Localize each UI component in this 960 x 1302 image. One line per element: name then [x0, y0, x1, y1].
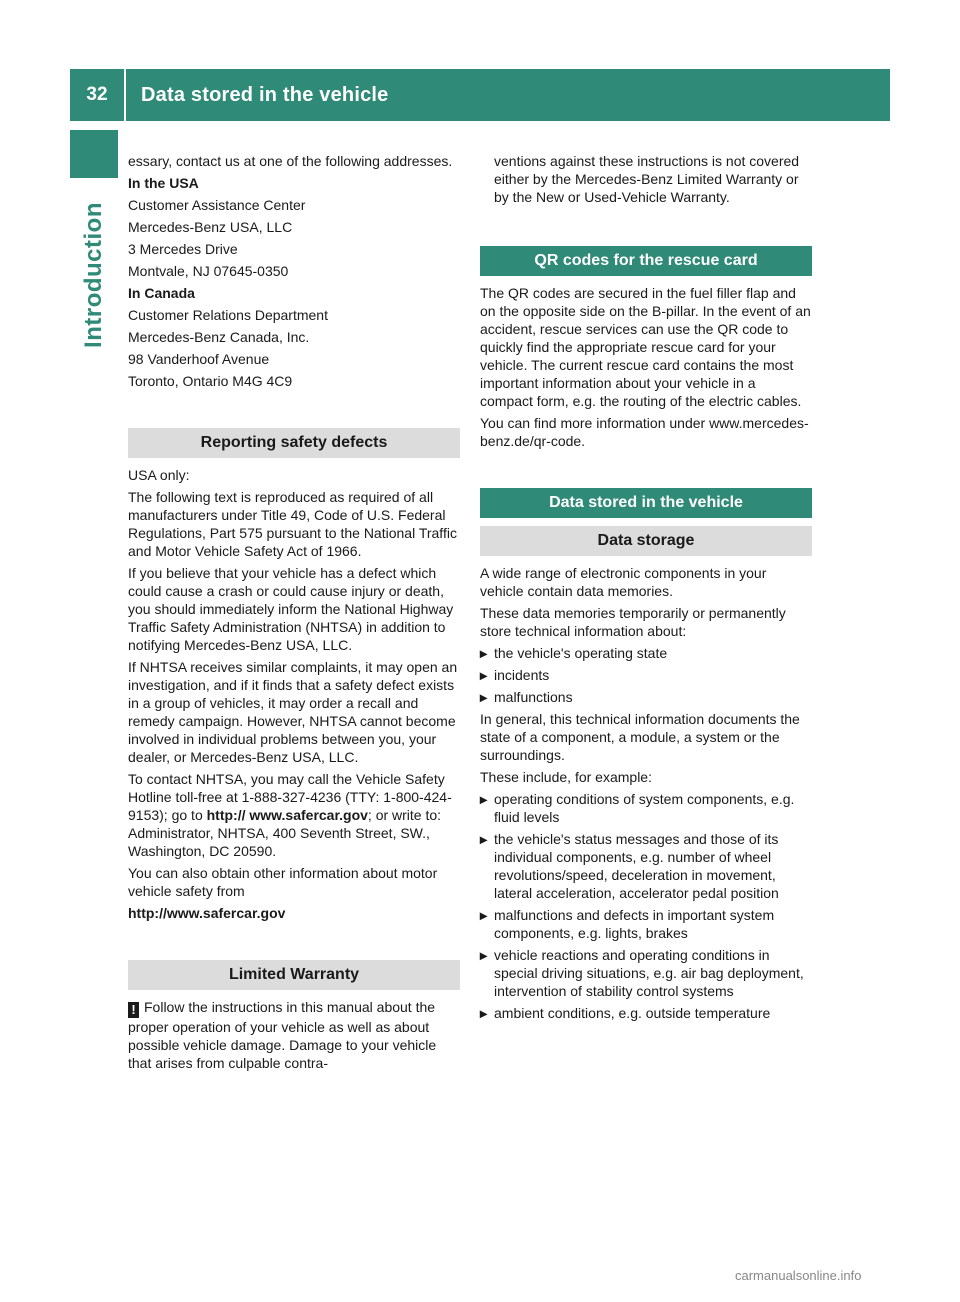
- warning-text: Follow the instructions in this manual about the proper operation of your vehicle as well as about possible vehicle damage. Damage to your vehicle that arises from culpable contra-: [128, 999, 437, 1071]
- paragraph: The QR codes are secured in the fuel filler flap and on the opposite side on the B-pillar. In the event of an accident, rescue services can use the QR code to quickly find the appropriate rescue card for your vehicle. The current rescue card contains the most important information about your vehicle in a compact form, e.g. the routing of the electric cables.: [480, 285, 811, 409]
- canada-label: In Canada: [128, 285, 195, 301]
- paragraph: [128, 770, 460, 860]
- paragraph: A wide range of electronic components in your vehicle contain data memories.: [480, 565, 767, 599]
- bullet-icon: ▸: [480, 831, 488, 847]
- address-line: Mercedes-Benz Canada, Inc.: [128, 329, 310, 345]
- list-item-text: the vehicle's status messages and those of its individual components, e.g. number of wheel revolutions/speed, deceleration in movement, lateral acceleration, accelerator pedal position: [494, 831, 779, 901]
- address-line: Customer Relations Department: [128, 307, 328, 323]
- qr-heading: QR codes for the rescue card: [480, 246, 812, 276]
- data-stored-heading: Data stored in the vehicle: [480, 488, 812, 518]
- bullet-icon: ▸: [480, 791, 488, 807]
- safercar-url-link[interactable]: http://www.safercar.gov: [128, 905, 286, 921]
- paragraph: USA only:: [128, 467, 190, 483]
- safercar-link[interactable]: http:// www.safercar.gov: [206, 807, 368, 823]
- list-item: [480, 790, 812, 826]
- text: To contact NHTSA, you may call the Vehicle Safety Hotline toll-free at 1-888-327-4236 (TTY: 1-800-424-9153); go to: [128, 771, 452, 823]
- address-line: 98 Vanderhoof Avenue: [128, 351, 270, 367]
- list-item: [480, 644, 812, 662]
- list-item-text: incidents: [494, 667, 550, 683]
- bullet-list: [480, 790, 812, 1022]
- page-title: Data stored in the vehicle: [141, 83, 389, 106]
- list-item: [480, 688, 812, 706]
- usa-label: In the USA: [128, 175, 199, 191]
- list-item: [480, 666, 812, 684]
- address-line: Montvale, NJ 07645-0350: [128, 263, 289, 279]
- section-marker: [70, 130, 118, 178]
- intro-text: essary, contact us at one of the following addresses.: [128, 153, 453, 169]
- paragraph: These data memories temporarily or permanently store technical information about:: [480, 605, 786, 639]
- list-item-text: ambient conditions, e.g. outside temperature: [494, 1005, 771, 1021]
- page-number: 32: [70, 69, 126, 121]
- warning-paragraph: [128, 998, 460, 1072]
- paragraph: If NHTSA receives similar complaints, it may open an investigation, and if it finds that a safety defect exists in a group of vehicles, it may order a recall and remedy campaign. However, NHTSA cannot become involved in individual problems between you, your dealer, or Mercedes-Benz USA, LLC.: [128, 659, 458, 765]
- list-item: [480, 906, 812, 942]
- address-line: Toronto, Ontario M4G 4C9: [128, 373, 293, 389]
- bullet-icon: ▸: [480, 947, 488, 963]
- list-item: [480, 830, 812, 902]
- bullet-icon: ▸: [480, 689, 488, 705]
- bullet-list: [480, 644, 812, 706]
- list-item-text: the vehicle's operating state: [494, 645, 668, 661]
- list-item-text: vehicle reactions and operating conditions in special driving situations, e.g. air bag deployment, intervention of stability control systems: [494, 947, 804, 999]
- address-line: Customer Assistance Center: [128, 197, 306, 213]
- left-column: [128, 152, 460, 1076]
- data-storage-subheading: Data storage: [480, 526, 812, 556]
- list-item: [480, 946, 812, 1000]
- paragraph: In general, this technical information documents the state of a component, a module, a system or the surroundings.: [480, 711, 800, 763]
- paragraph: These include, for example:: [480, 769, 652, 785]
- address-line: 3 Mercedes Drive: [128, 241, 238, 257]
- chapter-label-text: Introduction: [80, 202, 107, 348]
- reporting-heading: Reporting safety defects: [128, 428, 460, 458]
- warning-icon: !: [128, 1002, 139, 1018]
- paragraph: The following text is reproduced as required of all manufacturers under Title 49, Code of U.S. Federal Regulations, Part 575 pursuant to the National Traffic and Motor Vehicle Safety Act of 1966.: [128, 489, 457, 559]
- continuation-text: ventions against these instructions is not covered either by the Mercedes-Benz Limited Warranty or by the New or Used-Vehicle Warranty.: [494, 153, 800, 205]
- list-item: [480, 1004, 812, 1022]
- warranty-heading: Limited Warranty: [128, 960, 460, 990]
- list-item-text: malfunctions and defects in important system components, e.g. lights, brakes: [494, 907, 775, 941]
- address-line: Mercedes-Benz USA, LLC: [128, 219, 293, 235]
- bullet-icon: ▸: [480, 645, 488, 661]
- text: ; or write to: Administrator, NHTSA, 400 Seventh Street, SW., Washington, DC 20590.: [128, 807, 442, 859]
- paragraph: You can find more information under www.mercedes-benz.de/qr-code.: [480, 415, 809, 449]
- bullet-icon: ▸: [480, 1005, 488, 1021]
- watermark: carmanualsonline.info: [735, 1268, 862, 1283]
- paragraph: You can also obtain other information about motor vehicle safety from: [128, 865, 438, 899]
- list-item-text: malfunctions: [494, 689, 573, 705]
- sidebar-chapter-label: [74, 188, 114, 348]
- right-column: [480, 152, 812, 1026]
- page-header: [70, 69, 890, 121]
- bullet-icon: ▸: [480, 667, 488, 683]
- list-item-text: operating conditions of system components, e.g. fluid levels: [494, 791, 795, 825]
- bullet-icon: ▸: [480, 907, 488, 923]
- paragraph: If you believe that your vehicle has a defect which could cause a crash or could cause injury or death, you should immediately inform the National Highway Traffic Safety Administration (NHTSA) in addition to notifying Mercedes-Benz USA, LLC.: [128, 565, 454, 653]
